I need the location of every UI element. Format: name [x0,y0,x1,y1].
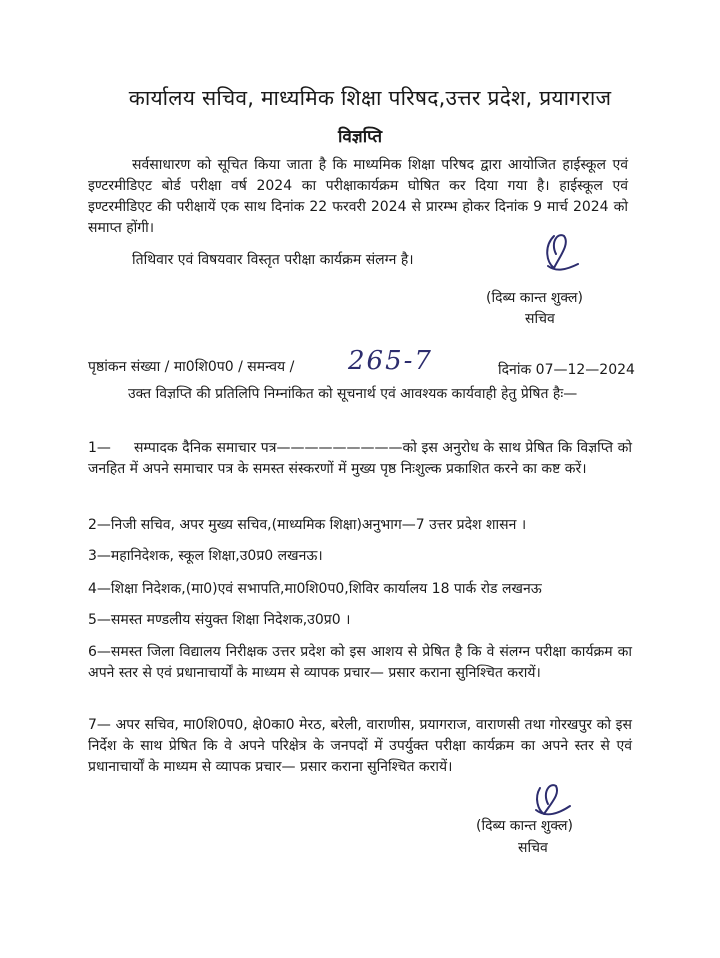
recipient-text: समस्त जिला विद्यालय निरीक्षक उत्तर प्रदेश को इस आशय से प्रेषित है कि वे संलग्न परीक्षा कार्यक्रम का अपने स्तर से एवं प्रधानाचार्यों के माध्यम से व्यापक प्रचार— प्रसार कराना सुनिश्चित करायें। [88,644,632,681]
recipient-item [88,610,632,631]
notice-paragraph-1: सर्वसाधारण को सूचित किया जाता है कि माध्यमिक शिक्षा परिषद द्वारा आयोजित हाईस्कूल एवं इण्टरमीडिएट बोर्ड परीक्षा वर्ष 2024 का परीक्षाकार्यक्रम घोषित कर दिया गया है। हाईस्कूल एवं इण्टरमीडिएट की परीक्षायें एक साथ दिनांक 22 फरवरी 2024 से प्रारम्भ होकर दिनांक 9 मार्च 2024 को समाप्त होंगी। [88,157,628,236]
endorsement-date: दिनांक 07—12—2024 [498,362,635,378]
recipient-text: महानिदेशक, स्कूल शिक्षा,उ0प्र0 लखनऊ। [110,548,323,564]
recipient-number: 2— [88,517,111,533]
signatory-name: (दिब्य कान्त शुक्ल) [476,818,574,834]
recipient-text: सम्पादक दैनिक समाचार पत्र—————————को इस अनुरोध के साथ प्रेषित कि विज्ञप्ति को जनहित में अपने समाचार पत्र के समस्त संस्करणों में मुख्य पृष्ठ निःशुल्क प्रकाशित करने का कष्ट करें। [88,440,632,477]
recipient-item [88,438,632,480]
recipient-item [88,642,632,684]
recipient-number: 6— [88,644,111,660]
endorsement-reference-label: पृष्ठांकन संख्या / मा0शि0प0 / समन्वय / [88,359,295,375]
office-heading: कार्यालय सचिव, माध्यमिक शिक्षा परिषद,उत्तर प्रदेश, प्रयागराज [128,86,612,110]
endorsement-intro: उक्त विज्ञप्ति की प्रतिलिपि निम्नांकित को सूचनार्थ एवं आवश्यक कार्यवाही हेतु प्रेषित हैः— [128,386,578,402]
recipient-number: 5— [88,612,111,628]
notice-title: विज्ञप्ति [337,127,383,147]
recipient-item [88,579,632,600]
endorsement-reference-number: 265-7 [348,346,433,376]
recipient-item [88,546,632,567]
signatory-name: (दिब्य कान्त शुक्ल) [486,290,584,306]
recipient-item [88,715,632,778]
recipient-number: 4— [88,581,111,597]
signature-mark [540,232,584,276]
recipient-text: निजी सचिव, अपर मुख्य सचिव,(माध्यमिक शिक्षा)अनुभाग—7 उत्तर प्रदेश शासन । [110,517,527,533]
signatory-designation: सचिव [525,311,555,327]
recipient-number: 3— [88,548,111,564]
notice-paragraph-2: तिथिवार एवं विषयवार विस्तृत परीक्षा कार्यक्रम संलग्न है। [132,252,414,268]
recipient-text: अपर सचिव, मा0शि0प0, क्षे0का0 मेरठ, बरेली, वाराणीस, प्रयागराज, वाराणसी तथा गोरखपुर को इस निर्देश के साथ प्रेषित कि वे अपने परिक्षेत्र के जनपदों में उपर्युक्त परीक्षा कार्यक्रम का अपने स्तर से एवं प्रधानाचार्यों के माध्यम से व्यापक प्रचार— प्रसार कराना सुनिश्चित करायें। [88,717,632,775]
recipient-number: 7— [88,717,111,733]
recipient-number: 1— [88,440,111,456]
recipient-item [88,515,632,536]
signatory-designation: सचिव [518,840,548,856]
recipient-text: समस्त मण्डलीय संयुक्त शिक्षा निदेशक,उ0प्र0 । [110,612,351,628]
recipient-text: शिक्षा निदेशक,(मा0)एवं सभापति,मा0शि0प0,शिविर कार्यालय 18 पार्क रोड लखनऊ [110,581,542,597]
